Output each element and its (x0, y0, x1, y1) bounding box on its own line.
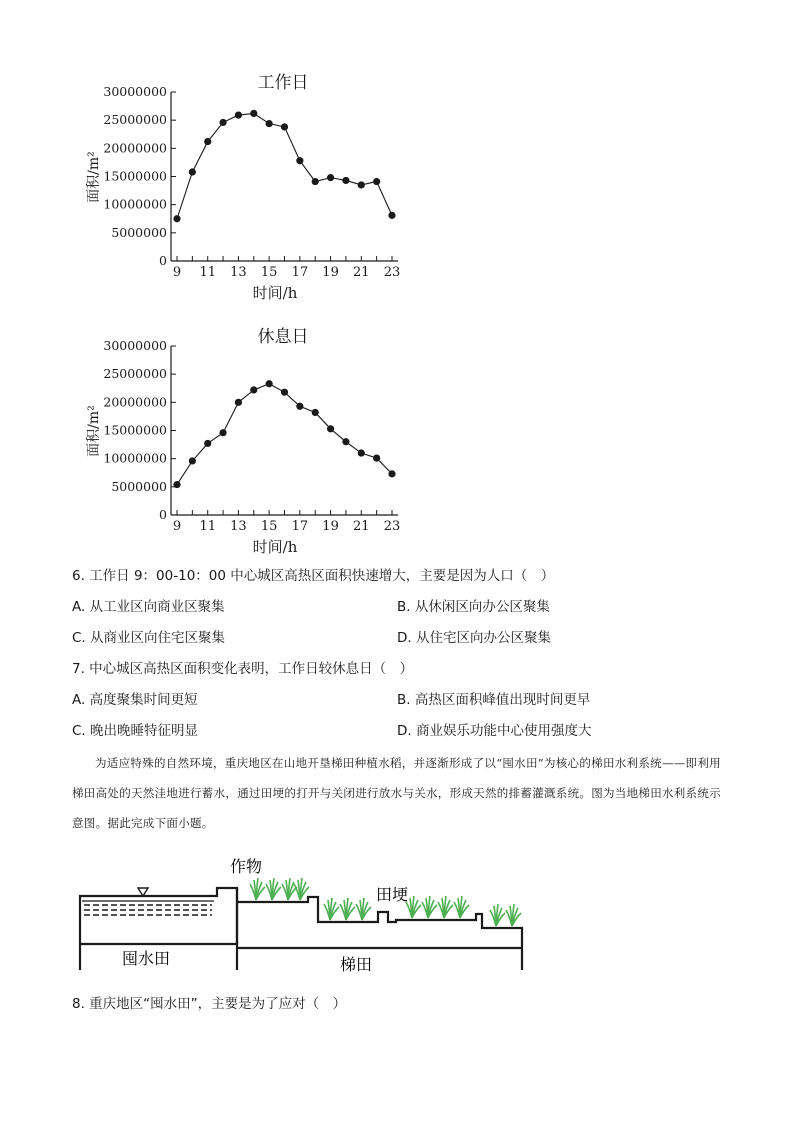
water-level-icon (138, 888, 148, 896)
workday-chart (0, 62, 794, 322)
restday-chart (0, 316, 794, 576)
passage-text: 为适应特殊的自然环境，重庆地区在山地开垦梯田种植水稻，并逐渐形成了以“囤水田”为核心的梯田水利系统——即利用梯田高处的天然洼地进行蓄水，通过田埂的打开与关闭进行放水与关水，形成天然的排蓄灌溉系统。图为当地梯田水利系统示意图。据此完成下面小题。 (72, 756, 721, 830)
restday-y-tick-label: 30000000 (103, 338, 167, 353)
workday-data-point (312, 178, 319, 185)
restday-data-point (250, 386, 257, 393)
restday-y-tick-label: 25000000 (103, 366, 167, 382)
workday-y-tick-label: 10000000 (103, 196, 167, 212)
restday-y-tick-label: 20000000 (103, 394, 167, 410)
restday-x-tick-label: 21 (353, 519, 370, 534)
workday-x-tick-label: 21 (353, 265, 370, 280)
workday-data-point (219, 119, 226, 126)
workday-y-tick-label: 20000000 (103, 140, 167, 156)
restday-x-label: 时间/h (252, 538, 298, 556)
restday-x-tick-label: 13 (230, 519, 247, 534)
restday-y-tick-label: 10000000 (103, 450, 167, 466)
workday-data-point (327, 174, 334, 181)
question-6-option-c: C. 从商业区向住宅区聚集 (72, 630, 226, 646)
question-7-option-a: A. 高度聚集时间更短 (72, 692, 198, 708)
restday-y-label: 面积/m² (86, 405, 102, 457)
terrace-diagram-svg (72, 852, 532, 977)
restday-x-tick-label: 23 (383, 519, 401, 534)
restday-x-tick-label: 11 (199, 519, 216, 534)
restday-data-point (296, 403, 303, 410)
workday-chart-svg (0, 62, 794, 322)
workday-y-tick-label: 0 (159, 253, 167, 268)
restday-x-tick-label: 17 (291, 519, 309, 534)
workday-x-label: 时间/h (252, 284, 298, 302)
question-6-option-b: B. 从休闲区向办公区聚集 (397, 599, 550, 615)
workday-y-tick-label: 5000000 (111, 224, 167, 240)
workday-x-tick-label: 23 (383, 265, 401, 280)
restday-data-point (235, 399, 242, 406)
restday-data-point (189, 457, 196, 464)
workday-y-label: 面积/m² (86, 151, 102, 203)
question-6-stem: 6. 工作日 9：00-10：00 中心城区高热区面积快速增大，主要是因为人口（ ） (72, 568, 555, 584)
question-7-option-b: B. 高热区面积峰值出现时间更早 (397, 692, 591, 708)
restday-chart-svg (0, 316, 794, 576)
restday-data-point (342, 438, 349, 445)
workday-data-point (373, 178, 380, 185)
label-ridge: 田埂 (376, 885, 409, 904)
restday-data-point (281, 389, 288, 396)
label-reservoir-field: 囤水田 (122, 949, 171, 968)
label-terrace: 梯田 (340, 955, 373, 974)
question-7-option-c: C. 晚出晚睡特征明显 (72, 723, 199, 739)
restday-data-point (204, 440, 211, 447)
question-7-stem: 7. 中心城区高热区面积变化表明，工作日较休息日（ ） (72, 661, 414, 677)
workday-data-point (173, 215, 180, 222)
workday-data-point (250, 110, 257, 117)
workday-x-tick-label: 11 (199, 265, 216, 280)
restday-data-point (373, 455, 380, 462)
workday-data-point (296, 157, 303, 164)
question-7-option-d: D. 商业娱乐功能中心使用强度大 (397, 723, 592, 739)
workday-data-point (204, 138, 211, 145)
restday-x-tick-label: 19 (322, 519, 339, 534)
restday-x-tick-label: 9 (172, 519, 182, 534)
restday-data-point (358, 449, 365, 456)
workday-x-tick-label: 9 (172, 265, 182, 280)
workday-data-point (189, 168, 196, 175)
restday-series-line (177, 384, 392, 485)
workday-title: 工作日 (257, 73, 309, 93)
workday-data-point (266, 120, 273, 127)
workday-x-tick-label: 13 (230, 265, 247, 280)
workday-data-point (281, 123, 288, 130)
workday-x-tick-label: 17 (291, 265, 309, 280)
restday-data-point (388, 470, 395, 477)
question-8-stem: 8. 重庆地区“囤水田”，主要是为了应对（ ） (72, 996, 347, 1012)
water-lines (84, 905, 212, 915)
workday-data-point (358, 181, 365, 188)
workday-x-tick-label: 19 (322, 265, 339, 280)
restday-y-tick-label: 0 (159, 507, 167, 522)
workday-y-tick-label: 15000000 (103, 168, 167, 184)
restday-title: 休息日 (257, 327, 309, 347)
restday-data-point (173, 481, 180, 488)
restday-data-point (219, 429, 226, 436)
terrace-irrigation-diagram (72, 852, 532, 977)
restday-data-point (327, 425, 334, 432)
restday-x-tick-label: 15 (260, 519, 278, 534)
workday-data-point (342, 177, 349, 184)
workday-y-tick-label: 30000000 (103, 84, 167, 99)
workday-y-tick-label: 25000000 (103, 112, 167, 128)
restday-data-point (312, 409, 319, 416)
workday-x-tick-label: 15 (260, 265, 278, 280)
question-6-option-d: D. 从住宅区向办公区聚集 (397, 630, 551, 646)
restday-y-tick-label: 5000000 (111, 478, 167, 494)
workday-data-point (235, 111, 242, 118)
question-6-option-a: A. 从工业区向商业区聚集 (72, 599, 225, 615)
workday-data-point (388, 212, 395, 219)
restday-data-point (266, 380, 273, 387)
label-crop: 作物 (230, 857, 263, 876)
restday-y-tick-label: 15000000 (103, 422, 167, 438)
